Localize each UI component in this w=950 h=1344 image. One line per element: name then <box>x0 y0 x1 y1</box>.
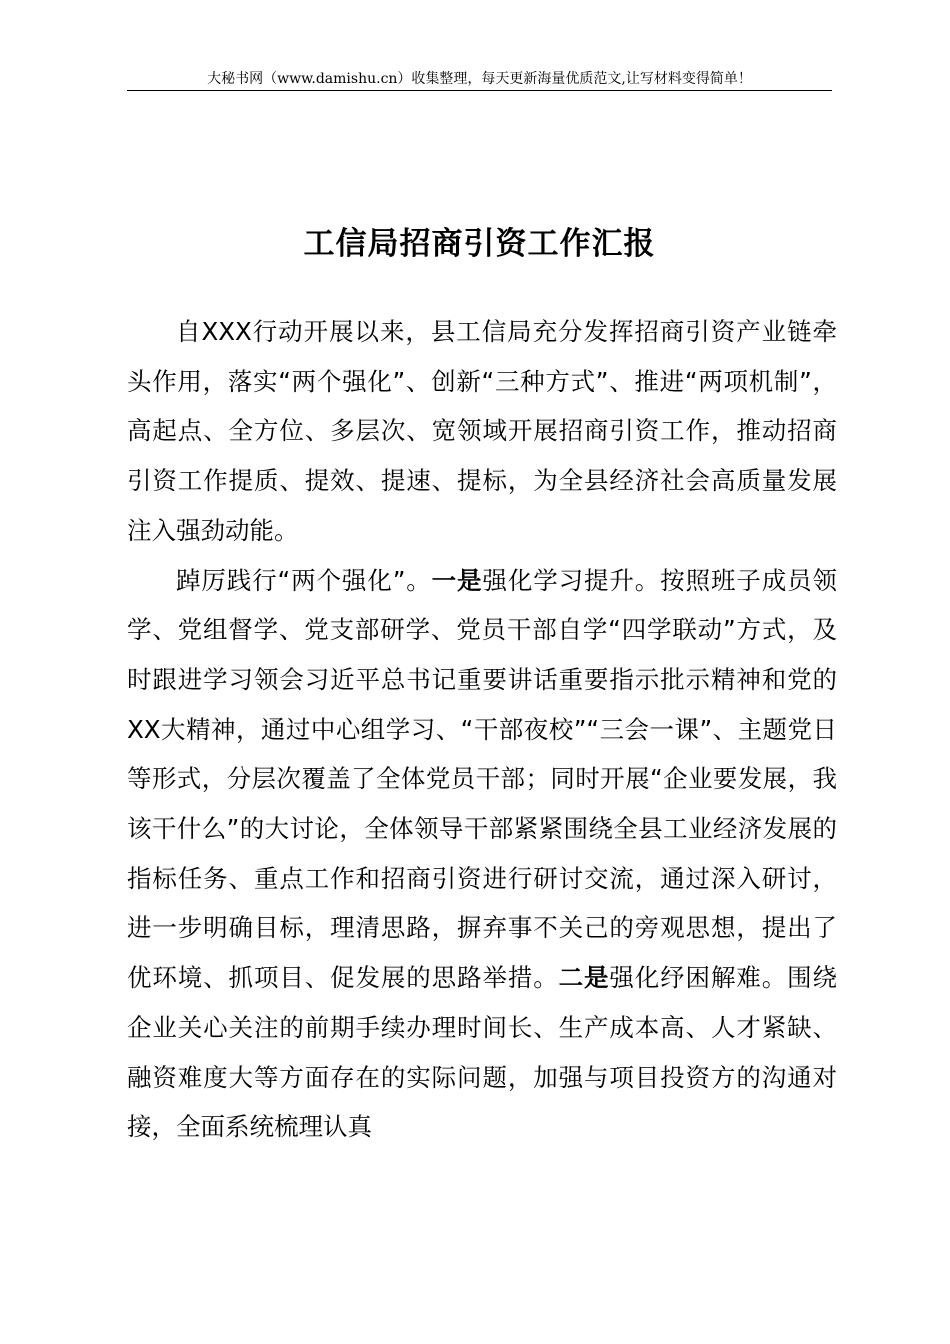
header-divider <box>127 90 832 91</box>
point-two-text: 强化纾困解难。围绕企业关心关注的前期手续办理时间长、生产成本高、人才紧缺、融资难度大等方面存在的实际问题，加强与项目投资方的沟通对接，全面系统梳理认真 <box>127 963 838 1142</box>
paragraph-intro: 自XXX行动开展以来，县工信局充分发挥招商引资产业链牵头作用，落实“两个强化”、创新“三种方式”、推进“两项机制”，高起点、全方位、多层次、宽领域开展招商引资工作，推动招商引资工作提质、提效、提速、提标，为全县经济社会高质量发展注入强劲动能。 <box>127 317 837 545</box>
point-one-text: 强化学习提升。按照班子成员领学、党组督学、党支部研学、党员干部自学“四学联动”方式，及时跟进学习领会习近平总书记重要讲话重要指示批示精神和党的XX大精神，通过中心组学习、“干部夜校”“三会一课”、主题党日等形式，分层次覆盖了全体党员干部；同时开展“企业要发展，我该干什么”的大讨论，全体领导干部紧紧围绕全县工业经济发展的指标任务、重点工作和招商引资进行研讨交流，通过深入研讨，进一步明确目标，理清思路，摒弃事不关己的旁观思想，提出了优环境、抓项目、促发展的思路举措。 <box>127 565 838 993</box>
paragraph-two-strengthenings <box>127 556 837 1152</box>
section-intro-text: 踔厉践行“两个强化”。 <box>176 565 432 595</box>
page-header: 大秘书网（www.damishu.cn）收集整理，每天更新海量优质范文,让写材料变得简单！ <box>207 71 752 87</box>
point-two-lead: 二是 <box>558 963 610 993</box>
document-title: 工信局招商引资工作汇报 <box>303 226 656 262</box>
point-one-lead: 一是 <box>431 565 483 595</box>
document-body <box>127 307 837 1152</box>
